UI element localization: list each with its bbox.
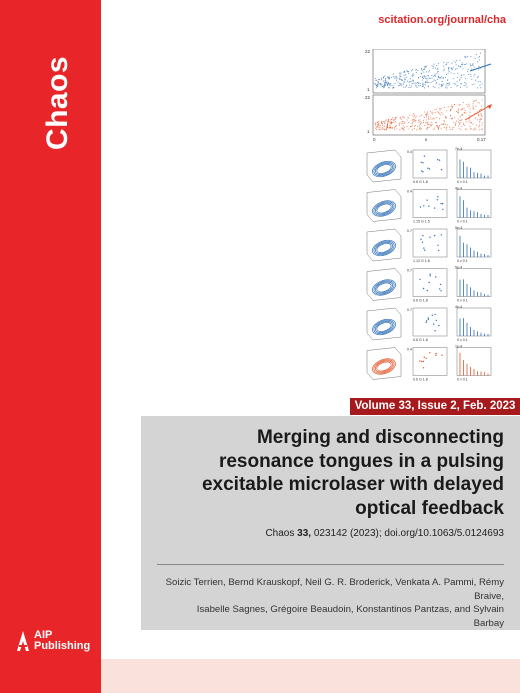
return-map-xlabel: 1.12 G 1.8 [413, 259, 430, 263]
mid-panel-ytick-top: 22 [365, 95, 371, 100]
divider [157, 564, 504, 565]
spectrum-ytick: 4e-4 [455, 186, 463, 191]
scatter-blue [374, 53, 482, 89]
return-map [407, 348, 447, 382]
return-map-xlabel: 0.6 G 1.8 [413, 298, 428, 303]
publisher-line1: AIP [34, 629, 53, 641]
return-map-xlabel: 0.6 G 1.8 [413, 180, 428, 184]
spectrum-plot [455, 147, 491, 184]
x-axis-right: 0.17 [477, 137, 486, 142]
return-map [407, 229, 447, 263]
spectrum-ytick: 1e-4 [455, 344, 463, 349]
spectrum-xlabel: 0 ν 0.1 [457, 259, 468, 263]
return-map-ytick: 0.4 [407, 347, 412, 352]
spectrum-ytick: 7e-4 [455, 147, 463, 151]
return-map [407, 190, 447, 224]
authors-line-2: Isabelle Sagnes, Grégoire Beaudoin, Konstantinos Pantzas, and Sylvain Barbay [196, 604, 504, 629]
return-map-xlabel: 1.15 G 1.5 [413, 219, 430, 224]
journal-url[interactable]: scitation.org/journal/cha [378, 14, 506, 26]
return-map [407, 308, 447, 342]
phase-portrait-3d [367, 229, 401, 261]
publisher-block [16, 630, 90, 652]
phase-portrait-3d [367, 269, 401, 301]
x-axis-mid: κ [425, 137, 428, 142]
bifurcation-panel-orange [365, 95, 492, 142]
return-map-ytick: 0.4 [407, 150, 412, 154]
spectrum-xlabel: 0 ν 0.1 [457, 338, 468, 342]
return-map-xlabel: 0.6 G 1.8 [413, 377, 428, 382]
return-map [407, 269, 447, 303]
spectrum-xlabel: 0 ν 0.1 [457, 298, 468, 303]
phase-portrait-3d [367, 348, 401, 380]
spectrum-xlabel: 0 ν 0.1 [457, 219, 468, 224]
journal-spine [0, 0, 101, 693]
spectrum-xlabel: 0 ν 0.1 [457, 377, 468, 382]
publisher-line2: Publishing [34, 640, 91, 652]
bifurcation-panel-blue [365, 49, 491, 93]
publisher-logo-icon [16, 630, 30, 652]
phase-portrait-3d [367, 308, 401, 340]
cover-figure [365, 49, 495, 384]
return-map-ytick: 0.7 [407, 229, 412, 233]
phase-portrait-3d [367, 190, 401, 222]
article-authors [164, 576, 504, 630]
bottom-band [101, 659, 520, 693]
spectrum-plot [455, 226, 491, 263]
x-axis-left: 0 [373, 137, 376, 142]
spectrum-plot [455, 187, 491, 224]
citation-rest: 023142 (2023); doi.org/10.1063/5.0124693 [311, 528, 504, 539]
spectrum-ytick: 5e-4 [455, 265, 463, 270]
publisher-name [34, 630, 90, 652]
article-title[interactable]: Merging and disconnecting resonance tongues in a pulsing excitable microlaser with delayed optical feedback [201, 427, 504, 519]
spectrum-plot [455, 345, 491, 382]
phase-portrait-3d [367, 150, 401, 182]
citation-prefix: Chaos [265, 528, 298, 539]
phase-portrait-grid [367, 147, 491, 382]
return-map [407, 150, 447, 184]
return-map-ytick: 0.7 [407, 268, 412, 273]
return-map-xlabel: 0.6 G 1.8 [413, 338, 428, 342]
spectrum-ytick: 5e-4 [455, 226, 463, 230]
mid-panel-ytick-bottom: 1 [367, 129, 370, 134]
return-map-ytick: 0.7 [407, 308, 412, 312]
journal-name: Chaos [41, 55, 74, 151]
article-citation[interactable] [265, 528, 504, 539]
spectrum-xlabel: 0 ν 0.1 [457, 180, 468, 184]
top-panel-ytick-top: 22 [365, 49, 371, 54]
article-panel [141, 416, 520, 630]
authors-line-1: Soizic Terrien, Bernd Krauskopf, Neil G. R. Broderick, Venkata A. Pammi, Rémy Braive, [165, 577, 504, 602]
return-map-ytick: 0.4 [407, 189, 412, 194]
spectrum-plot [455, 305, 491, 342]
citation-volume: 33, [297, 528, 312, 539]
scatter-orange [375, 99, 484, 130]
top-panel-ytick-bottom: 1 [367, 87, 370, 92]
spectrum-ytick: 4e-4 [455, 305, 463, 309]
spectrum-plot [455, 266, 491, 303]
issue-label: Volume 33, Issue 2, Feb. 2023 [350, 398, 520, 415]
